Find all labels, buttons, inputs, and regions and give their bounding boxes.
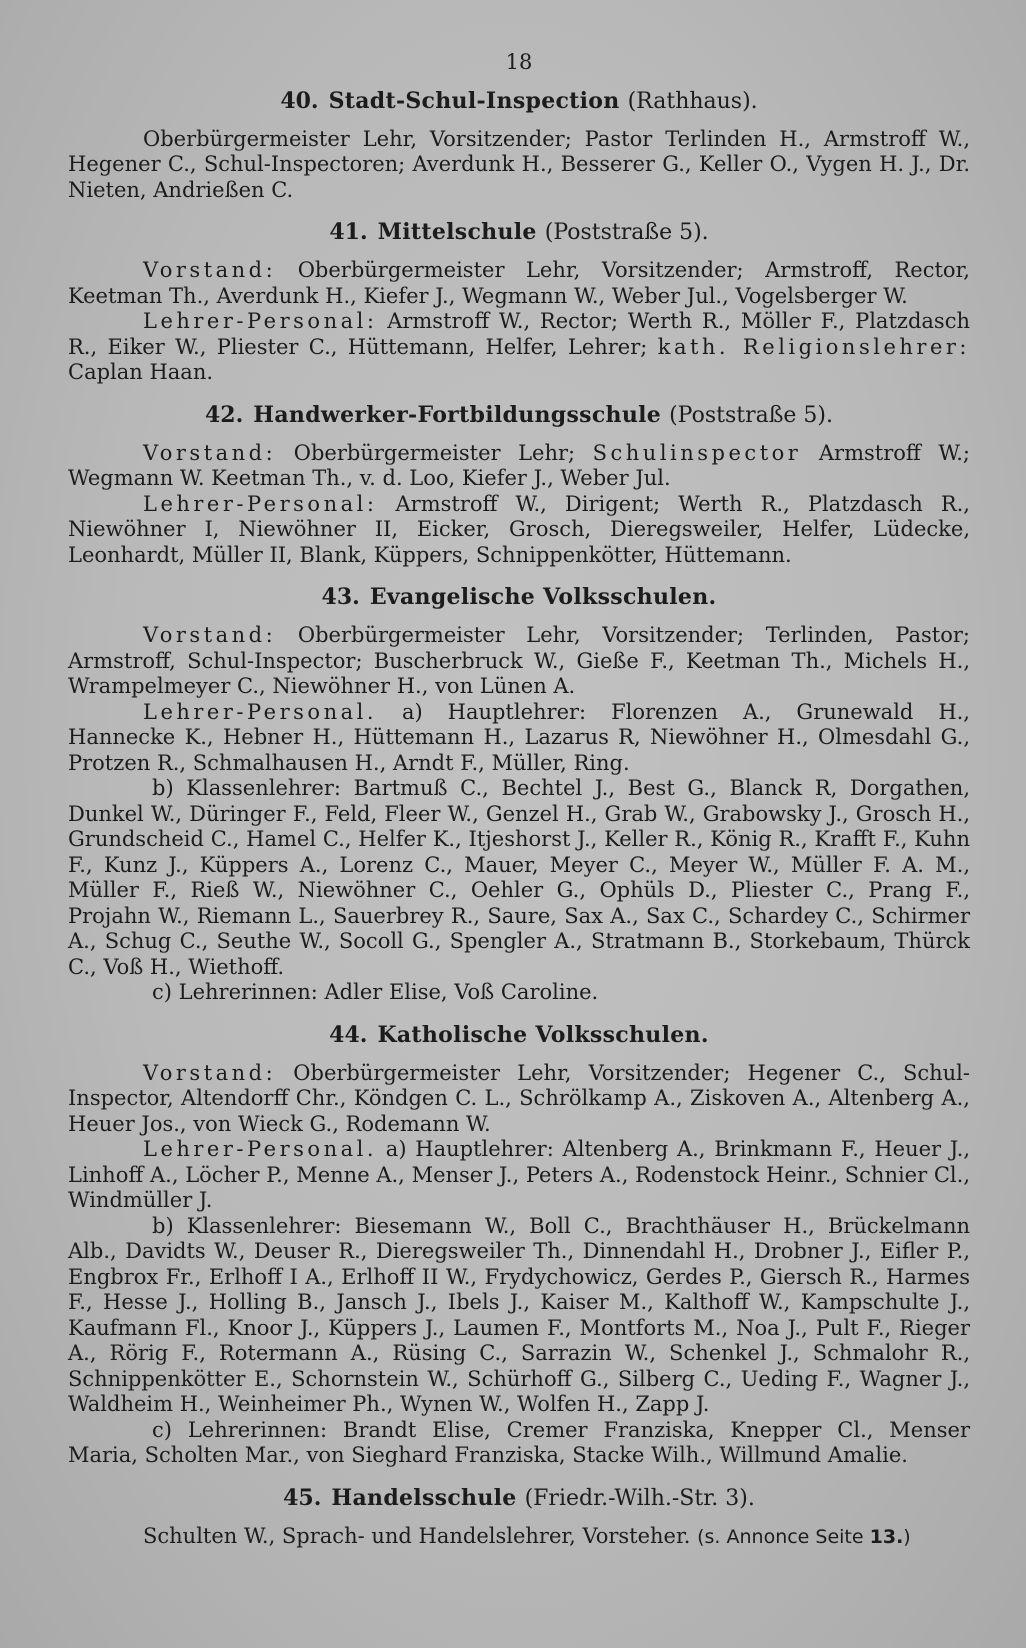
section-heading xyxy=(68,402,970,429)
kath-label: kath. Religionslehrer: xyxy=(657,334,970,359)
vorstand-paragraph xyxy=(68,441,970,492)
annonce-reference xyxy=(697,1526,911,1548)
section-heading xyxy=(68,1022,970,1049)
section-number: 44. xyxy=(329,1021,368,1048)
vorstand-label: Vorstand: xyxy=(143,258,277,282)
lehrer-paragraph xyxy=(68,1137,970,1214)
lehrerinnen-paragraph: c) Lehrerinnen: Adler Elise, Voß Caroline. xyxy=(152,980,599,1004)
section-number: 41. xyxy=(329,219,368,245)
vorstand-label: Vorstand: xyxy=(143,623,277,647)
section-title: Evangelische Volksschulen. xyxy=(369,584,717,610)
lehrer-paragraph xyxy=(68,492,970,569)
section-number: 45. xyxy=(283,1484,322,1511)
lehrer-label: Lehrer-Personal: xyxy=(143,309,378,333)
vorstand-paragraph xyxy=(68,623,970,700)
annonce-suffix: ) xyxy=(903,1525,911,1548)
section-location: (Poststraße 5). xyxy=(669,402,834,428)
lehrer-text: Armstroff W., Rector; Werth R., Möller F., Platzdasch R., Eiker W., Pliester C., Hüttemann, Helfer, Lehrer; xyxy=(68,309,970,359)
section-mittelschule xyxy=(68,219,970,386)
handelsschule-paragraph xyxy=(68,1524,970,1551)
hauptlehrer-text: a) Hauptlehrer: Florenzen A., Grunewald H., Hannecke K., Hebner H., Hüttemann H., Lazarus R, Niewöhner H., Olmesdahl G., Protzen R., Schmalhausen H., Arndt F., Müller, Ring. xyxy=(68,699,970,775)
section-handwerker-fortbildungsschule xyxy=(68,402,970,569)
hauptlehrer-text: a) Hauptlehrer: Altenberg A., Brinkmann F., Heuer J., Linhoff A., Löcher P., Menne A., Menser J., Peters A., Rodenstock Heinr., Schnier Cl., Windmüller J. xyxy=(68,1137,970,1212)
section-number: 42. xyxy=(204,401,244,428)
vorstand-paragraph xyxy=(68,258,970,309)
lehrer-label: Lehrer-Personal: xyxy=(143,491,378,516)
section-stadt-schul-inspection xyxy=(68,88,970,204)
lehrer-text: Armstroff W., Dirigent; Werth R., Platzdasch R., Niewöhner I, Niewöhner II, Eicker, Grosch, Dieregsweiler, Helfer, Lüdecke, Leonhardt, Müller II, Blank, Küppers, Schnippenkötter, Hüttemann. xyxy=(68,491,970,567)
vorstand-text: Oberbürgermeister Lehr, Vorsitzender; Hegener C., Schul-Inspector, Altendorff Chr., Köndgen C. L., Schrölkamp A., Ziskoven A., Altenberg A., Heuer Jos., von Wieck G., Rodemann W. xyxy=(68,1060,970,1136)
kath-text: Caplan Haan. xyxy=(68,360,214,384)
section-title: Stadt-Schul-Inspection xyxy=(328,87,620,114)
section-heading xyxy=(68,219,970,246)
section-location: (Rathhaus). xyxy=(627,88,758,114)
lehrer-label: Lehrer-Personal. xyxy=(143,699,378,724)
section-title: Katholische Volksschulen. xyxy=(377,1021,709,1048)
section-number: 43. xyxy=(321,584,360,610)
section-title: Handelsschule xyxy=(331,1484,517,1511)
klassenlehrer-paragraph: b) Klassenlehrer: Bartmuß C., Bechtel J., Best G., Blanck R, Dorgathen, Dunkel W., Düringer F., Feld, Fleer W., Genzel H., Grab W., Grabowsky J., Grosch H., Grundscheid C., Hamel C., Helfer K., Itjeshorst J., Keller R., König R., Krafft F., Kuhn F., Kunz J., Küppers A., Lorenz C., Mauer, Meyer C., Meyer W., Müller F. A. M., Müller F., Rieß W., Niewöhner C., Oehler G., Ophüls D., Pliester C., Prang F., Projahn W., Riemann L., Sauerbrey R., Saure, Sax A., Sax C., Schardey C., Schirmer A., Schug C., Seuthe W., Socoll G., Spengler A., Stratmann B., Storkebaum, Thürck C., Voß H., Wiethoff. xyxy=(68,776,970,979)
section-text: Oberbürgermeister Lehr, Vorsitzender; Pastor Terlinden H., Armstroff W., Hegener C., Schul-Inspectoren; Averdunk H., Besserer G., Keller O., Vygen H. J., Dr. Nieten, Andrießen C. xyxy=(68,126,970,202)
section-heading xyxy=(68,584,970,611)
lehrer-paragraph xyxy=(68,309,970,386)
section-handelsschule xyxy=(68,1485,970,1551)
annonce-page: 13. xyxy=(869,1525,904,1548)
page-number: 18 xyxy=(505,50,533,74)
page-content xyxy=(68,50,970,1550)
section-location: (Friedr.-Wilh.-Str. 3). xyxy=(524,1485,755,1511)
schulinspector-label: Schulinspector xyxy=(592,440,802,465)
lehrerinnen-paragraph: c) Lehrerinnen: Brandt Elise, Cremer Franziska, Knepper Cl., Menser Maria, Scholten Mar., von Sieghard Franziska, Stacke Wilh., Willmund Amalie. xyxy=(68,1417,970,1467)
section-evangelische-volksschulen xyxy=(68,584,970,1006)
klassenlehrer-paragraph: b) Klassenlehrer: Biesemann W., Boll C., Brachthäuser H., Brückelmann Alb., Davidts W., Deuser R., Dieregsweiler Th., Dinnendahl H., Drobner J., Eifler P., Engbrox Fr., Erlhoff I A., Erlhoff II W., Frydychowicz, Gerdes P., Giersch R., Harmes F., Hesse J., Holling B., Jansch J., Ibels J., Kaiser M., Kalthoff W., Kampschulte J., Kaufmann Fl., Knoor J., Küppers J., Laumen F., Montforts M., Noa J., Pult F., Rieger A., Rörig F., Rotermann A., Rüsing C., Sarrazin W., Schenkel J., Schmalohr R., Schnippenkötter E., Schornstein W., Schürhoff G., Silberg C., Ueding F., Wagner J., Waldheim H., Weinheimer Ph., Wynen W., Wolfen H., Zapp J. xyxy=(68,1213,970,1416)
vorstand-text-b: Armstroff W.; Wegmann W. Keetman Th., v. d. Loo, Kiefer J., Weber Jul. xyxy=(68,440,970,490)
annonce-prefix: (s. Annonce Seite xyxy=(697,1525,864,1548)
section-heading xyxy=(68,1485,970,1512)
section-location: (Poststraße 5). xyxy=(544,220,709,245)
vorstand-label: Vorstand: xyxy=(143,440,277,465)
vorstand-label: Vorstand: xyxy=(143,1060,277,1085)
section-title: Handwerker-Fortbildungsschule xyxy=(253,401,662,428)
vorstand-text: Oberbürgermeister Lehr; xyxy=(293,440,576,465)
section-number: 40. xyxy=(280,87,319,114)
section-katholische-volksschulen xyxy=(68,1022,970,1469)
section-heading xyxy=(68,88,970,115)
vorstand-text: Oberbürgermeister Lehr, Vorsitzender; Armstroff, Rector, Keetman Th., Averdunk H., Kiefer J., Wegmann W., Weber Jul., Vogelsberger W. xyxy=(68,258,970,308)
lehrer-paragraph xyxy=(68,700,970,777)
handelsschule-text: Schulten W., Sprach- und Handelslehrer, Vorsteher. xyxy=(143,1523,691,1548)
vorstand-text: Oberbürgermeister Lehr, Vorsitzender; Terlinden, Pastor; Armstroff, Schul-Inspector; Buscherbruck W., Gieße F., Keetman Th., Michels H., Wrampelmeyer C., Niewöhner H., von Lünen A. xyxy=(68,623,970,698)
lehrer-label: Lehrer-Personal. xyxy=(143,1137,378,1161)
vorstand-paragraph xyxy=(68,1061,970,1138)
section-title: Mittelschule xyxy=(377,219,537,245)
